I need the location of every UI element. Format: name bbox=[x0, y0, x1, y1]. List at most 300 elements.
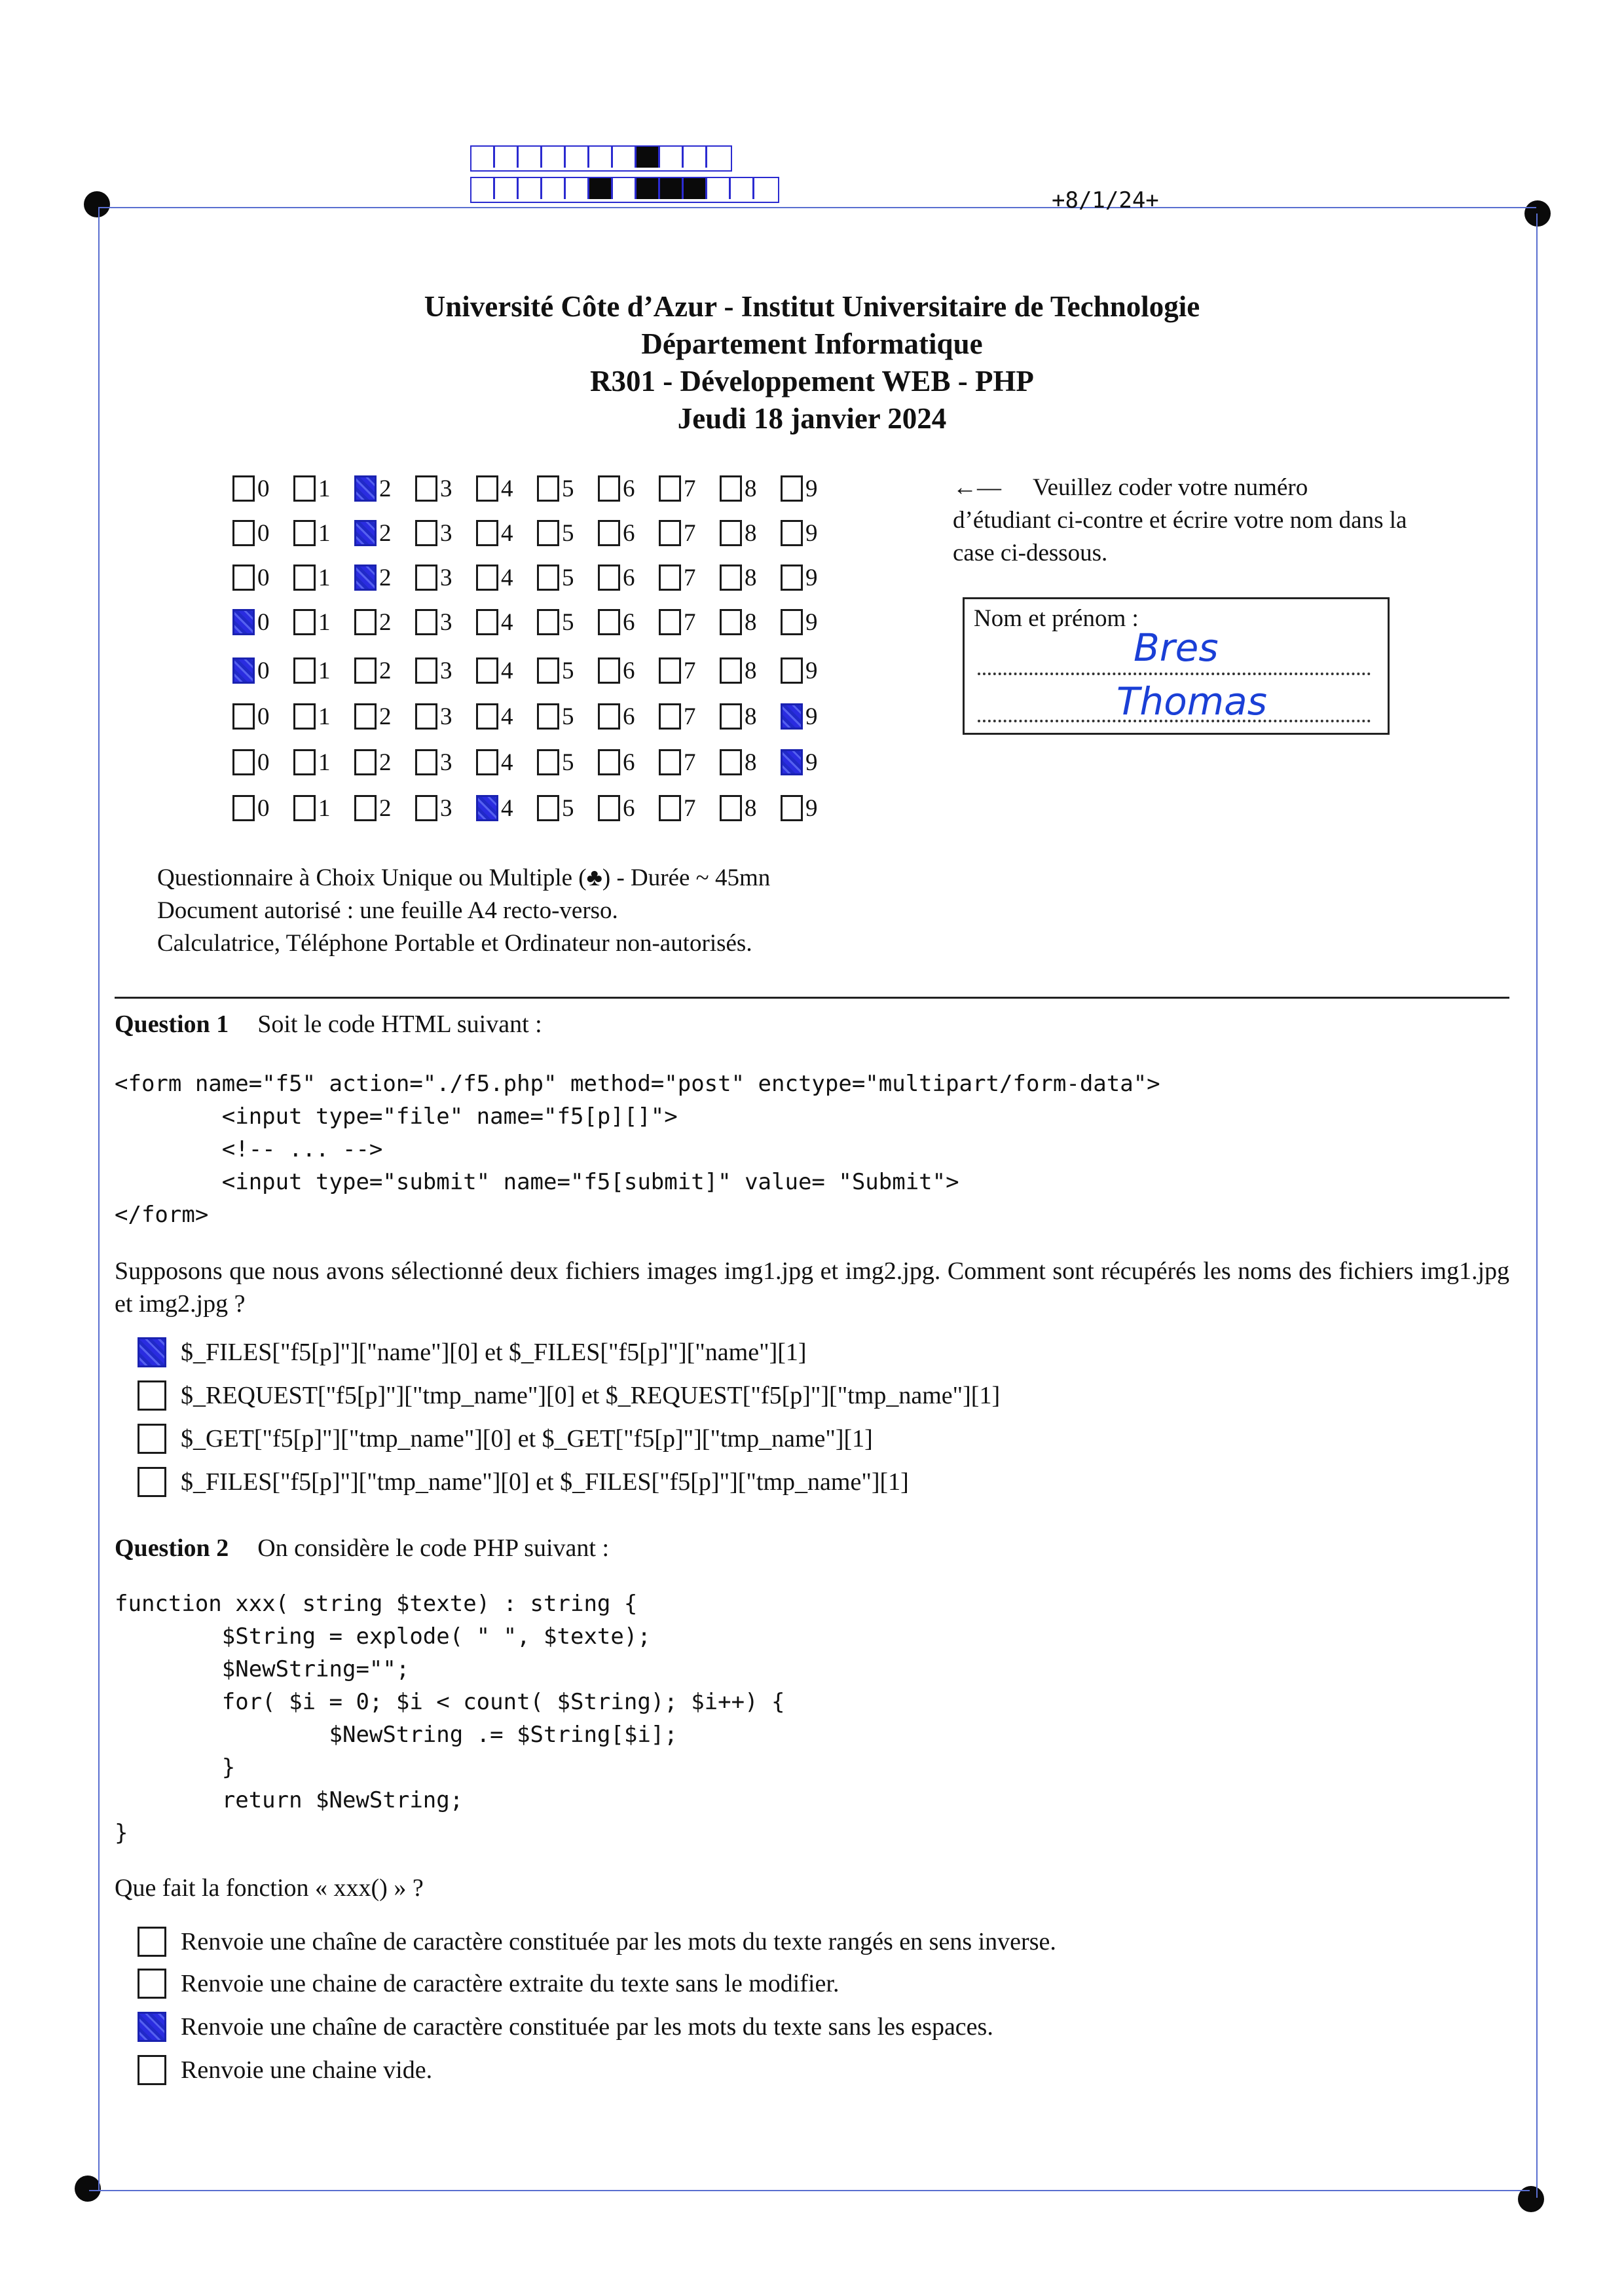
answer-text: $_FILES["f5[p]"]["tmp_name"][0] et $_FILES["f5[p]"]["tmp_name"][1] bbox=[181, 1468, 909, 1496]
frame-top bbox=[98, 207, 1536, 208]
question-2-title bbox=[115, 1534, 609, 1563]
digit-label: 5 bbox=[562, 608, 574, 636]
answer-checkbox[interactable] bbox=[138, 1337, 166, 1367]
digit-option[interactable] bbox=[415, 604, 476, 640]
checkbox[interactable] bbox=[232, 795, 255, 821]
digit-option[interactable] bbox=[598, 515, 659, 551]
checkbox[interactable] bbox=[659, 703, 681, 730]
exam-info-documents: Document autorisé : une feuille A4 recto-verso. bbox=[157, 897, 618, 924]
handwritten-first-name: Thomas bbox=[1116, 679, 1267, 724]
name-box[interactable] bbox=[963, 597, 1390, 735]
digit-option[interactable] bbox=[293, 604, 354, 640]
digit-option[interactable] bbox=[720, 515, 781, 551]
code-bit bbox=[613, 178, 637, 199]
digit-label: 9 bbox=[805, 564, 818, 591]
checkbox[interactable] bbox=[720, 795, 742, 821]
exam-header bbox=[0, 288, 1624, 437]
digit-option[interactable] bbox=[781, 698, 841, 735]
answer-option[interactable] bbox=[138, 1337, 807, 1367]
header-department: Département Informatique bbox=[641, 327, 983, 360]
digit-row-1 bbox=[232, 470, 841, 507]
digit-label: 8 bbox=[745, 519, 757, 547]
checkbox[interactable] bbox=[232, 520, 255, 546]
checkbox[interactable] bbox=[293, 609, 316, 635]
digit-option[interactable] bbox=[598, 652, 659, 689]
digit-option[interactable] bbox=[598, 559, 659, 596]
checkbox[interactable] bbox=[537, 565, 559, 591]
digit-label: 6 bbox=[623, 657, 635, 684]
digit-label: 0 bbox=[257, 794, 270, 822]
checkbox[interactable] bbox=[415, 795, 437, 821]
digit-option[interactable] bbox=[537, 470, 598, 507]
answer-text: Renvoie une chaine de caractère extraite du texte sans le modifier. bbox=[181, 1970, 840, 1997]
digit-label: 9 bbox=[805, 657, 818, 684]
checkbox[interactable] bbox=[476, 475, 498, 502]
checkbox[interactable] bbox=[598, 795, 620, 821]
checkbox[interactable] bbox=[354, 520, 377, 546]
digit-label: 9 bbox=[805, 475, 818, 502]
digit-label: 0 bbox=[257, 608, 270, 636]
digit-option[interactable] bbox=[476, 744, 537, 781]
digit-label: 7 bbox=[684, 519, 696, 547]
page-code: +8/1/24+ bbox=[1052, 187, 1159, 213]
checkbox[interactable] bbox=[598, 749, 620, 775]
checkbox[interactable] bbox=[720, 703, 742, 730]
question-1-text: Supposons que nous avons sélectionné deux fichiers images img1.jpg et img2.jpg. Comment sont récupérés les noms des fichiers img1.jpg et img2.jpg ? bbox=[115, 1257, 1509, 1318]
digit-option[interactable] bbox=[293, 559, 354, 596]
digit-label: 9 bbox=[805, 749, 818, 776]
digit-label: 2 bbox=[379, 519, 392, 547]
digit-label: 1 bbox=[318, 749, 331, 776]
digit-label: 3 bbox=[440, 703, 452, 730]
student-number-instructions bbox=[953, 472, 1411, 570]
digit-option[interactable] bbox=[537, 652, 598, 689]
checkbox[interactable] bbox=[598, 657, 620, 684]
checkbox[interactable] bbox=[537, 795, 559, 821]
checkbox[interactable] bbox=[781, 609, 803, 635]
checkbox[interactable] bbox=[476, 749, 498, 775]
digit-label: 1 bbox=[318, 608, 331, 636]
code-bit bbox=[589, 147, 613, 168]
checkbox[interactable] bbox=[659, 609, 681, 635]
checkbox[interactable] bbox=[537, 703, 559, 730]
digit-option[interactable] bbox=[293, 470, 354, 507]
checkbox[interactable] bbox=[720, 749, 742, 775]
digit-label: 8 bbox=[745, 703, 757, 730]
digit-option[interactable] bbox=[781, 470, 841, 507]
digit-label: 5 bbox=[562, 703, 574, 730]
checkbox[interactable] bbox=[781, 520, 803, 546]
digit-label: 5 bbox=[562, 475, 574, 502]
answer-text: $_GET["f5[p]"]["tmp_name"][0] et $_GET["f5[p]"]["tmp_name"][1] bbox=[181, 1425, 873, 1453]
code-strip-bottom bbox=[470, 177, 779, 203]
checkbox[interactable] bbox=[537, 609, 559, 635]
checkbox[interactable] bbox=[476, 795, 498, 821]
checkbox[interactable] bbox=[415, 565, 437, 591]
digit-option[interactable] bbox=[537, 698, 598, 735]
checkbox[interactable] bbox=[659, 795, 681, 821]
digit-option[interactable] bbox=[476, 470, 537, 507]
digit-label: 3 bbox=[440, 657, 452, 684]
question-2-text: Que fait la fonction « xxx() » ? bbox=[115, 1874, 424, 1902]
answer-option[interactable] bbox=[138, 1380, 1000, 1411]
checkbox[interactable] bbox=[598, 475, 620, 502]
digit-row-3 bbox=[232, 559, 841, 596]
digit-option[interactable] bbox=[537, 604, 598, 640]
answer-option[interactable] bbox=[138, 2055, 432, 2085]
digit-option[interactable] bbox=[781, 515, 841, 551]
digit-option[interactable] bbox=[659, 604, 720, 640]
digit-label: 7 bbox=[684, 608, 696, 636]
code-bit bbox=[519, 178, 542, 199]
digit-label: 6 bbox=[623, 794, 635, 822]
checkbox[interactable] bbox=[293, 795, 316, 821]
checkbox[interactable] bbox=[476, 520, 498, 546]
digit-option[interactable] bbox=[232, 698, 293, 735]
code-bit bbox=[566, 147, 589, 168]
code-bit bbox=[754, 178, 778, 199]
code-strip-top bbox=[470, 145, 732, 172]
question-2-intro: On considère le code PHP suivant : bbox=[257, 1534, 610, 1562]
checkbox[interactable] bbox=[476, 565, 498, 591]
digit-option[interactable] bbox=[720, 559, 781, 596]
digit-option[interactable] bbox=[476, 604, 537, 640]
digit-label: 8 bbox=[745, 794, 757, 822]
digit-option[interactable] bbox=[659, 559, 720, 596]
checkbox[interactable] bbox=[415, 703, 437, 730]
exam-info-devices: Calculatrice, Téléphone Portable et Ordinateur non-autorisés. bbox=[157, 930, 752, 957]
digit-option[interactable] bbox=[354, 790, 415, 826]
answer-option[interactable] bbox=[138, 1927, 1056, 1957]
header-course: R301 - Développement WEB - PHP bbox=[590, 365, 1034, 398]
digit-option[interactable] bbox=[659, 790, 720, 826]
checkbox[interactable] bbox=[293, 520, 316, 546]
checkbox[interactable] bbox=[354, 475, 377, 502]
digit-label: 6 bbox=[623, 749, 635, 776]
checkbox[interactable] bbox=[354, 703, 377, 730]
digit-row-4 bbox=[232, 604, 841, 640]
digit-option[interactable] bbox=[476, 515, 537, 551]
digit-option[interactable] bbox=[598, 744, 659, 781]
digit-label: 9 bbox=[805, 519, 818, 547]
digit-row-2 bbox=[232, 515, 841, 551]
digit-label: 8 bbox=[745, 657, 757, 684]
digit-label: 5 bbox=[562, 657, 574, 684]
digit-label: 5 bbox=[562, 564, 574, 591]
digit-option[interactable] bbox=[659, 515, 720, 551]
checkbox[interactable] bbox=[781, 475, 803, 502]
checkbox[interactable] bbox=[720, 475, 742, 502]
digit-label: 3 bbox=[440, 475, 452, 502]
checkbox[interactable] bbox=[415, 475, 437, 502]
digit-option[interactable] bbox=[293, 515, 354, 551]
digit-label: 3 bbox=[440, 519, 452, 547]
checkbox[interactable] bbox=[598, 609, 620, 635]
answer-text: Renvoie une chaîne de caractère constituée par les mots du texte rangés en sens inverse. bbox=[181, 1928, 1056, 1955]
digit-option[interactable] bbox=[415, 470, 476, 507]
question-2-label: Question 2 bbox=[115, 1534, 229, 1562]
code-bit bbox=[471, 147, 495, 168]
code-bit bbox=[707, 178, 731, 199]
digit-option[interactable] bbox=[598, 790, 659, 826]
checkbox[interactable] bbox=[598, 703, 620, 730]
digit-option[interactable] bbox=[232, 604, 293, 640]
checkbox[interactable] bbox=[232, 475, 255, 502]
digit-label: 7 bbox=[684, 703, 696, 730]
answer-checkbox[interactable] bbox=[138, 2055, 166, 2085]
digit-option[interactable] bbox=[415, 744, 476, 781]
digit-option[interactable] bbox=[232, 470, 293, 507]
checkbox[interactable] bbox=[598, 520, 620, 546]
digit-option[interactable] bbox=[232, 559, 293, 596]
checkbox[interactable] bbox=[415, 609, 437, 635]
digit-option[interactable] bbox=[293, 698, 354, 735]
digit-option[interactable] bbox=[476, 790, 537, 826]
digit-label: 0 bbox=[257, 657, 270, 684]
question-1-intro: Soit le code HTML suivant : bbox=[257, 1010, 542, 1038]
answer-option[interactable] bbox=[138, 2012, 993, 2042]
digit-option[interactable] bbox=[354, 744, 415, 781]
answer-text: $_FILES["f5[p]"]["name"][0] et $_FILES["f5[p]"]["name"][1] bbox=[181, 1339, 807, 1366]
digit-option[interactable] bbox=[415, 559, 476, 596]
code-bit bbox=[495, 147, 519, 168]
digit-label: 2 bbox=[379, 703, 392, 730]
checkbox[interactable] bbox=[781, 795, 803, 821]
digit-label: 0 bbox=[257, 475, 270, 502]
checkbox[interactable] bbox=[659, 565, 681, 591]
checkbox[interactable] bbox=[293, 749, 316, 775]
digit-label: 5 bbox=[562, 794, 574, 822]
digit-label: 7 bbox=[684, 475, 696, 502]
digit-option[interactable] bbox=[232, 790, 293, 826]
digit-option[interactable] bbox=[232, 744, 293, 781]
frame-left bbox=[98, 207, 100, 2191]
checkbox[interactable] bbox=[659, 657, 681, 684]
checkbox[interactable] bbox=[293, 475, 316, 502]
digit-option[interactable] bbox=[232, 652, 293, 689]
digit-label: 7 bbox=[684, 564, 696, 591]
digit-label: 2 bbox=[379, 749, 392, 776]
digit-label: 6 bbox=[623, 608, 635, 636]
checkbox[interactable] bbox=[537, 475, 559, 502]
checkbox[interactable] bbox=[720, 565, 742, 591]
checkbox[interactable] bbox=[598, 565, 620, 591]
exam-info bbox=[157, 862, 770, 960]
digit-option[interactable] bbox=[659, 652, 720, 689]
code-bit bbox=[637, 147, 660, 168]
digit-label: 0 bbox=[257, 749, 270, 776]
digit-label: 4 bbox=[501, 794, 513, 822]
digit-option[interactable] bbox=[781, 744, 841, 781]
digit-row-7 bbox=[232, 744, 841, 781]
checkbox[interactable] bbox=[354, 749, 377, 775]
digit-option[interactable] bbox=[781, 790, 841, 826]
question-1-label: Question 1 bbox=[115, 1010, 229, 1038]
checkbox[interactable] bbox=[232, 609, 255, 635]
checkbox[interactable] bbox=[354, 795, 377, 821]
digit-label: 4 bbox=[501, 657, 513, 684]
checkbox[interactable] bbox=[659, 520, 681, 546]
checkbox[interactable] bbox=[659, 749, 681, 775]
header-date: Jeudi 18 janvier 2024 bbox=[677, 402, 947, 435]
checkbox[interactable] bbox=[781, 703, 803, 730]
checkbox[interactable] bbox=[659, 475, 681, 502]
digit-label: 2 bbox=[379, 608, 392, 636]
digit-label: 1 bbox=[318, 703, 331, 730]
digit-option[interactable] bbox=[232, 515, 293, 551]
digit-row-5 bbox=[232, 652, 841, 689]
checkbox[interactable] bbox=[537, 657, 559, 684]
code-bit bbox=[613, 147, 637, 168]
digit-label: 4 bbox=[501, 519, 513, 547]
digit-option[interactable] bbox=[720, 604, 781, 640]
digit-option[interactable] bbox=[293, 652, 354, 689]
digit-option[interactable] bbox=[598, 604, 659, 640]
section-divider bbox=[115, 997, 1509, 999]
digit-option[interactable] bbox=[537, 515, 598, 551]
digit-option[interactable] bbox=[781, 604, 841, 640]
digit-option[interactable] bbox=[415, 515, 476, 551]
digit-option[interactable] bbox=[598, 698, 659, 735]
handwritten-last-name: Bres bbox=[1134, 625, 1219, 670]
digit-option[interactable] bbox=[476, 559, 537, 596]
question-2-code: function xxx( string $texte) : string { $String = explode( " ", $texte); $NewString=""; for( $i = 0; $i < count( $String); $i++) { $NewString .= $String[$i]; } return $NewString; } bbox=[115, 1591, 785, 1846]
digit-option[interactable] bbox=[354, 470, 415, 507]
checkbox[interactable] bbox=[415, 520, 437, 546]
checkbox[interactable] bbox=[781, 565, 803, 591]
checkbox[interactable] bbox=[293, 703, 316, 730]
answer-checkbox[interactable] bbox=[138, 1927, 166, 1957]
code-bit bbox=[495, 178, 519, 199]
digit-option[interactable] bbox=[720, 470, 781, 507]
checkbox[interactable] bbox=[293, 657, 316, 684]
checkbox[interactable] bbox=[537, 749, 559, 775]
digit-label: 5 bbox=[562, 519, 574, 547]
checkbox[interactable] bbox=[293, 565, 316, 591]
name-line-1 bbox=[978, 673, 1371, 675]
checkbox[interactable] bbox=[781, 749, 803, 775]
digit-label: 9 bbox=[805, 794, 818, 822]
digit-label: 1 bbox=[318, 564, 331, 591]
checkbox[interactable] bbox=[476, 703, 498, 730]
checkbox[interactable] bbox=[354, 657, 377, 684]
digit-option[interactable] bbox=[293, 790, 354, 826]
corner-mark-top-left bbox=[84, 191, 110, 217]
corner-mark-bottom-left bbox=[75, 2176, 101, 2202]
digit-label: 2 bbox=[379, 475, 392, 502]
checkbox[interactable] bbox=[720, 657, 742, 684]
answer-checkbox[interactable] bbox=[138, 1424, 166, 1454]
corner-mark-top-right bbox=[1524, 200, 1551, 227]
digit-option[interactable] bbox=[476, 652, 537, 689]
digit-label: 6 bbox=[623, 475, 635, 502]
code-bit bbox=[519, 147, 542, 168]
checkbox[interactable] bbox=[232, 657, 255, 684]
digit-option[interactable] bbox=[354, 698, 415, 735]
checkbox[interactable] bbox=[232, 703, 255, 730]
question-1-title bbox=[115, 1010, 542, 1039]
code-bit bbox=[471, 178, 495, 199]
digit-label: 0 bbox=[257, 703, 270, 730]
checkbox[interactable] bbox=[354, 565, 377, 591]
answer-checkbox[interactable] bbox=[138, 2012, 166, 2042]
digit-option[interactable] bbox=[659, 744, 720, 781]
digit-option[interactable] bbox=[415, 652, 476, 689]
digit-option[interactable] bbox=[537, 559, 598, 596]
digit-option[interactable] bbox=[720, 790, 781, 826]
digit-label: 0 bbox=[257, 564, 270, 591]
digit-option[interactable] bbox=[781, 652, 841, 689]
digit-option[interactable] bbox=[781, 559, 841, 596]
digit-option[interactable] bbox=[720, 744, 781, 781]
digit-option[interactable] bbox=[354, 559, 415, 596]
answer-text: Renvoie une chaine vide. bbox=[181, 2056, 433, 2084]
digit-option[interactable] bbox=[659, 470, 720, 507]
digit-label: 1 bbox=[318, 794, 331, 822]
digit-option[interactable] bbox=[659, 698, 720, 735]
digit-option[interactable] bbox=[476, 698, 537, 735]
answer-checkbox[interactable] bbox=[138, 1380, 166, 1411]
code-bit bbox=[684, 147, 707, 168]
checkbox[interactable] bbox=[537, 520, 559, 546]
digit-option[interactable] bbox=[354, 652, 415, 689]
digit-option[interactable] bbox=[720, 652, 781, 689]
code-bit bbox=[684, 178, 707, 199]
checkbox[interactable] bbox=[354, 609, 377, 635]
checkbox[interactable] bbox=[720, 520, 742, 546]
digit-label: 2 bbox=[379, 657, 392, 684]
left-arrow-icon: ←— bbox=[953, 474, 1001, 501]
digit-label: 6 bbox=[623, 564, 635, 591]
digit-label: 7 bbox=[684, 749, 696, 776]
checkbox[interactable] bbox=[232, 749, 255, 775]
digit-option[interactable] bbox=[354, 604, 415, 640]
digit-label: 1 bbox=[318, 657, 331, 684]
digit-label: 3 bbox=[440, 564, 452, 591]
answer-option[interactable] bbox=[138, 1424, 873, 1454]
answer-checkbox[interactable] bbox=[138, 1467, 166, 1497]
answer-option[interactable] bbox=[138, 1969, 839, 1999]
digit-option[interactable] bbox=[354, 515, 415, 551]
checkbox[interactable] bbox=[781, 657, 803, 684]
digit-option[interactable] bbox=[415, 698, 476, 735]
checkbox[interactable] bbox=[415, 749, 437, 775]
digit-option[interactable] bbox=[293, 744, 354, 781]
checkbox[interactable] bbox=[232, 565, 255, 591]
digit-option[interactable] bbox=[598, 470, 659, 507]
digit-option[interactable] bbox=[537, 744, 598, 781]
code-bit bbox=[542, 147, 566, 168]
code-bit bbox=[731, 178, 754, 199]
checkbox[interactable] bbox=[476, 657, 498, 684]
digit-option[interactable] bbox=[415, 790, 476, 826]
digit-label: 6 bbox=[623, 703, 635, 730]
answer-option[interactable] bbox=[138, 1467, 909, 1497]
code-bit bbox=[566, 178, 589, 199]
name-box-label: Nom et prénom : bbox=[974, 605, 1139, 632]
answer-checkbox[interactable] bbox=[138, 1969, 166, 1999]
code-bit bbox=[660, 178, 684, 199]
digit-option[interactable] bbox=[720, 698, 781, 735]
digit-label: 1 bbox=[318, 475, 331, 502]
checkbox[interactable] bbox=[720, 609, 742, 635]
checkbox[interactable] bbox=[415, 657, 437, 684]
checkbox[interactable] bbox=[476, 609, 498, 635]
digit-label: 6 bbox=[623, 519, 635, 547]
digit-label: 8 bbox=[745, 475, 757, 502]
digit-option[interactable] bbox=[537, 790, 598, 826]
digit-label: 9 bbox=[805, 703, 818, 730]
